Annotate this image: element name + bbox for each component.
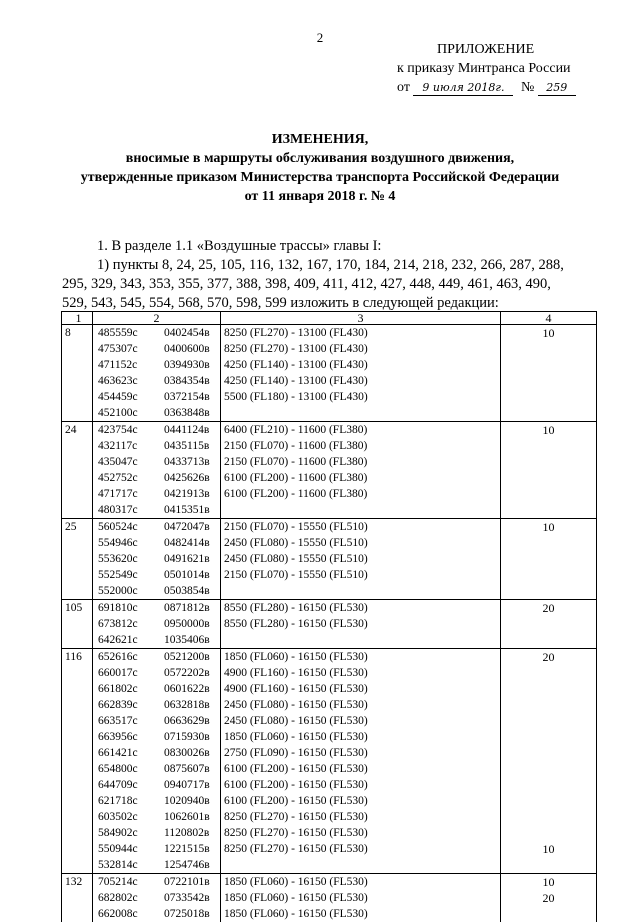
longitude: 0663629в xyxy=(164,715,210,727)
flight-level-range: 4250 (FL140) - 13100 (FL430) xyxy=(221,373,500,389)
width-value: 20 xyxy=(501,600,596,616)
flight-level-range: 2450 (FL080) - 15550 (FL510) xyxy=(221,551,500,567)
longitude: 0503854в xyxy=(164,585,210,597)
latitude: 660017с xyxy=(98,665,164,681)
latitude: 621718с xyxy=(98,793,164,809)
longitude: 0425626в xyxy=(164,472,210,484)
longitude: 0491621в xyxy=(164,553,210,565)
longitude: 0722101в xyxy=(164,876,210,888)
flight-level-range: 6100 (FL200) - 16150 (FL530) xyxy=(221,761,500,777)
coordinate-pair xyxy=(93,583,220,599)
appendix-order-line: к приказу Минтранса России xyxy=(397,61,571,77)
heading-title: ИЗМЕНЕНИЯ, xyxy=(0,130,640,149)
width-value xyxy=(501,809,596,825)
item-number: 24 xyxy=(65,422,92,438)
latitude: 663517с xyxy=(98,713,164,729)
longitude: 0482414в xyxy=(164,537,210,549)
coordinate-pair xyxy=(93,665,220,681)
coordinate-pair xyxy=(93,745,220,761)
latitude: 550944с xyxy=(98,841,164,857)
items-paragraph-line-2: 295, 329, 343, 353, 355, 377, 388, 398, 409, 411, 412, 427, 448, 449, 461, 463, 490, xyxy=(62,275,551,294)
longitude: 0632818в xyxy=(164,699,210,711)
latitude: 662008с xyxy=(98,906,164,922)
table-header-row xyxy=(62,312,597,325)
flight-level-range: 4900 (FL160) - 16150 (FL530) xyxy=(221,665,500,681)
table-row xyxy=(62,519,597,600)
item-number: 25 xyxy=(65,519,92,535)
column-header-4: 4 xyxy=(501,312,597,325)
latitude: 603502с xyxy=(98,809,164,825)
width-value: 10 xyxy=(501,325,596,341)
item-number: 116 xyxy=(65,649,92,665)
longitude: 1254746в xyxy=(164,859,210,871)
table-row xyxy=(62,600,597,649)
coordinate-pair xyxy=(93,649,220,665)
flight-level-range: 4250 (FL140) - 13100 (FL430) xyxy=(221,357,500,373)
coordinate-pair xyxy=(93,809,220,825)
coordinate-pair xyxy=(93,761,220,777)
latitude: 663956с xyxy=(98,729,164,745)
longitude: 0394930в xyxy=(164,359,210,371)
coordinate-pair xyxy=(93,681,220,697)
coordinate-pair xyxy=(93,551,220,567)
longitude: 0733542в xyxy=(164,892,210,904)
appendix-title: ПРИЛОЖЕНИЕ xyxy=(437,42,534,58)
width-value xyxy=(501,681,596,697)
latitude: 452100с xyxy=(98,405,164,421)
latitude: 661421с xyxy=(98,745,164,761)
longitude: 0871812в xyxy=(164,602,210,614)
longitude: 0363848в xyxy=(164,407,210,419)
flight-level-range: 5500 (FL180) - 13100 (FL430) xyxy=(221,389,500,405)
coordinate-pair xyxy=(93,535,220,551)
width-value: 20 xyxy=(501,890,596,906)
flight-level-range: 2150 (FL070) - 15550 (FL510) xyxy=(221,519,500,535)
width-value: 10 xyxy=(501,874,596,890)
latitude: 662839с xyxy=(98,697,164,713)
width-value xyxy=(501,665,596,681)
width-value: 10 xyxy=(501,519,596,535)
heading-line-2: вносимые в маршруты обслуживания воздушного движения, xyxy=(0,149,640,168)
width-value xyxy=(501,777,596,793)
flight-level-range: 8250 (FL270) - 13100 (FL430) xyxy=(221,325,500,341)
longitude: 0601622в xyxy=(164,683,210,695)
latitude: 454459с xyxy=(98,389,164,405)
coordinate-pair xyxy=(93,600,220,616)
flight-level-range: 8550 (FL280) - 16150 (FL530) xyxy=(221,600,500,616)
coordinate-pair xyxy=(93,906,220,922)
flight-level-range: 1850 (FL060) - 16150 (FL530) xyxy=(221,874,500,890)
latitude: 553620с xyxy=(98,551,164,567)
column-header-1: 1 xyxy=(62,312,93,325)
coordinate-pair xyxy=(93,373,220,389)
table-row xyxy=(62,422,597,519)
flight-level-range: 2450 (FL080) - 16150 (FL530) xyxy=(221,697,500,713)
flight-level-range: 2450 (FL080) - 16150 (FL530) xyxy=(221,713,500,729)
longitude: 0572202в xyxy=(164,667,210,679)
latitude: 584902с xyxy=(98,825,164,841)
coordinate-pair xyxy=(93,890,220,906)
latitude: 432117с xyxy=(98,438,164,454)
longitude: 0384354в xyxy=(164,375,210,387)
longitude: 0875607в xyxy=(164,763,210,775)
items-paragraph-line-1: 1) пункты 8, 24, 25, 105, 116, 132, 167, 170, 184, 214, 218, 232, 266, 287, 288, xyxy=(97,256,564,275)
width-value: 10 xyxy=(501,422,596,438)
coordinate-pair xyxy=(93,729,220,745)
width-value xyxy=(501,793,596,809)
coordinate-pair xyxy=(93,325,220,341)
coordinate-pair xyxy=(93,713,220,729)
number-sign: № xyxy=(521,80,534,95)
coordinate-pair xyxy=(93,777,220,793)
coordinate-pair xyxy=(93,825,220,841)
date-prefix: от xyxy=(397,80,410,95)
longitude: 1120802в xyxy=(164,827,209,839)
column-header-2: 2 xyxy=(93,312,221,325)
column-header-3: 3 xyxy=(221,312,501,325)
latitude: 480317с xyxy=(98,502,164,518)
longitude: 0372154в xyxy=(164,391,210,403)
flight-level-range: 8250 (FL270) - 13100 (FL430) xyxy=(221,341,500,357)
coordinate-pair xyxy=(93,438,220,454)
longitude: 0421913в xyxy=(164,488,210,500)
heading-line-4: от 11 января 2018 г. № 4 xyxy=(0,187,640,206)
longitude: 0940717в xyxy=(164,779,210,791)
coordinate-pair xyxy=(93,519,220,535)
width-value: 10 xyxy=(501,841,596,857)
longitude: 0725018в xyxy=(164,908,210,920)
latitude: 554946с xyxy=(98,535,164,551)
longitude: 0433713в xyxy=(164,456,210,468)
longitude: 0402454в xyxy=(164,327,210,339)
longitude: 1221515в xyxy=(164,843,210,855)
latitude: 435047с xyxy=(98,454,164,470)
latitude: 644709с xyxy=(98,777,164,793)
coordinate-pair xyxy=(93,422,220,438)
longitude: 0472047в xyxy=(164,521,210,533)
handwritten-number: 259 xyxy=(538,80,576,96)
latitude: 471152с xyxy=(98,357,164,373)
coordinate-pair xyxy=(93,389,220,405)
table-row xyxy=(62,649,597,874)
latitude: 682802с xyxy=(98,890,164,906)
item-number: 105 xyxy=(65,600,92,616)
flight-level-range: 2450 (FL080) - 15550 (FL510) xyxy=(221,535,500,551)
flight-level-range: 2150 (FL070) - 11600 (FL380) xyxy=(221,454,500,470)
flight-level-range: 6100 (FL200) - 16150 (FL530) xyxy=(221,793,500,809)
longitude: 0501014в xyxy=(164,569,210,581)
latitude: 705214с xyxy=(98,874,164,890)
handwritten-date: 9 июля 2018г. xyxy=(413,80,513,96)
coordinate-pair xyxy=(93,454,220,470)
coordinate-pair xyxy=(93,405,220,421)
longitude: 0400600в xyxy=(164,343,210,355)
latitude: 560524с xyxy=(98,519,164,535)
item-number: 8 xyxy=(65,325,92,341)
flight-level-range: 2150 (FL070) - 15550 (FL510) xyxy=(221,567,500,583)
latitude: 452752с xyxy=(98,470,164,486)
flight-level-range: 8250 (FL270) - 16150 (FL530) xyxy=(221,809,500,825)
flight-level-range: 4900 (FL160) - 16150 (FL530) xyxy=(221,681,500,697)
flight-level-range: 6100 (FL200) - 16150 (FL530) xyxy=(221,777,500,793)
coordinate-pair xyxy=(93,502,220,518)
latitude: 532814с xyxy=(98,857,164,873)
flight-level-range: 8250 (FL270) - 16150 (FL530) xyxy=(221,841,500,857)
coordinate-pair xyxy=(93,357,220,373)
appendix-date-line xyxy=(397,80,576,96)
coordinate-pair xyxy=(93,632,220,648)
coordinate-pair xyxy=(93,874,220,890)
flight-level-range: 6100 (FL200) - 11600 (FL380) xyxy=(221,486,500,502)
width-value xyxy=(501,825,596,841)
coordinate-pair xyxy=(93,793,220,809)
table-body xyxy=(62,325,597,922)
width-value xyxy=(501,761,596,777)
coordinate-pair xyxy=(93,616,220,632)
longitude: 0950000в xyxy=(164,618,210,630)
width-value xyxy=(501,697,596,713)
flight-level-range: 1850 (FL060) - 16150 (FL530) xyxy=(221,890,500,906)
latitude: 642621с xyxy=(98,632,164,648)
item-number: 132 xyxy=(65,874,92,890)
longitude: 1035406в xyxy=(164,634,210,646)
width-value: 20 xyxy=(501,649,596,665)
page-number: 2 xyxy=(0,30,640,46)
flight-level-range: 6400 (FL210) - 11600 (FL380) xyxy=(221,422,500,438)
longitude: 0715930в xyxy=(164,731,210,743)
coordinate-pair xyxy=(93,486,220,502)
coordinate-pair xyxy=(93,341,220,357)
flight-level-range: 2750 (FL090) - 16150 (FL530) xyxy=(221,745,500,761)
longitude: 0441124в xyxy=(164,424,209,436)
flight-level-range: 1850 (FL060) - 16150 (FL530) xyxy=(221,906,500,922)
flight-level-range: 8250 (FL270) - 16150 (FL530) xyxy=(221,825,500,841)
longitude: 0830026в xyxy=(164,747,210,759)
latitude: 485559с xyxy=(98,325,164,341)
flight-level-range: 2150 (FL070) - 11600 (FL380) xyxy=(221,438,500,454)
flight-level-range: 1850 (FL060) - 16150 (FL530) xyxy=(221,729,500,745)
section-paragraph: 1. В разделе 1.1 «Воздушные трассы» главы I: xyxy=(97,237,381,256)
longitude: 0521200в xyxy=(164,651,210,663)
coordinate-pair xyxy=(93,567,220,583)
flight-level-range: 1850 (FL060) - 16150 (FL530) xyxy=(221,649,500,665)
width-value xyxy=(501,729,596,745)
longitude: 1062601в xyxy=(164,811,210,823)
longitude: 0415351в xyxy=(164,504,210,516)
latitude: 475307с xyxy=(98,341,164,357)
flight-level-range: 8550 (FL280) - 16150 (FL530) xyxy=(221,616,500,632)
latitude: 552000с xyxy=(98,583,164,599)
coordinate-pair xyxy=(93,857,220,873)
routes-table xyxy=(61,311,597,922)
latitude: 552549с xyxy=(98,567,164,583)
latitude: 652616с xyxy=(98,649,164,665)
latitude: 471717с xyxy=(98,486,164,502)
latitude: 691810с xyxy=(98,600,164,616)
heading-line-3: утвержденные приказом Министерства транспорта Российской Федерации xyxy=(0,168,640,187)
table-row xyxy=(62,874,597,922)
coordinate-pair xyxy=(93,697,220,713)
longitude: 1020940в xyxy=(164,795,210,807)
flight-level-range: 6100 (FL200) - 11600 (FL380) xyxy=(221,470,500,486)
latitude: 463623с xyxy=(98,373,164,389)
items-paragraph-line-3: 529, 543, 545, 554, 568, 570, 598, 599 изложить в следующей редакции: xyxy=(62,294,499,313)
longitude: 0435115в xyxy=(164,440,209,452)
width-value xyxy=(501,713,596,729)
latitude: 673812с xyxy=(98,616,164,632)
latitude: 661802с xyxy=(98,681,164,697)
latitude: 654800с xyxy=(98,761,164,777)
coordinate-pair xyxy=(93,841,220,857)
width-value xyxy=(501,745,596,761)
coordinate-pair xyxy=(93,470,220,486)
latitude: 423754с xyxy=(98,422,164,438)
table-row xyxy=(62,325,597,422)
